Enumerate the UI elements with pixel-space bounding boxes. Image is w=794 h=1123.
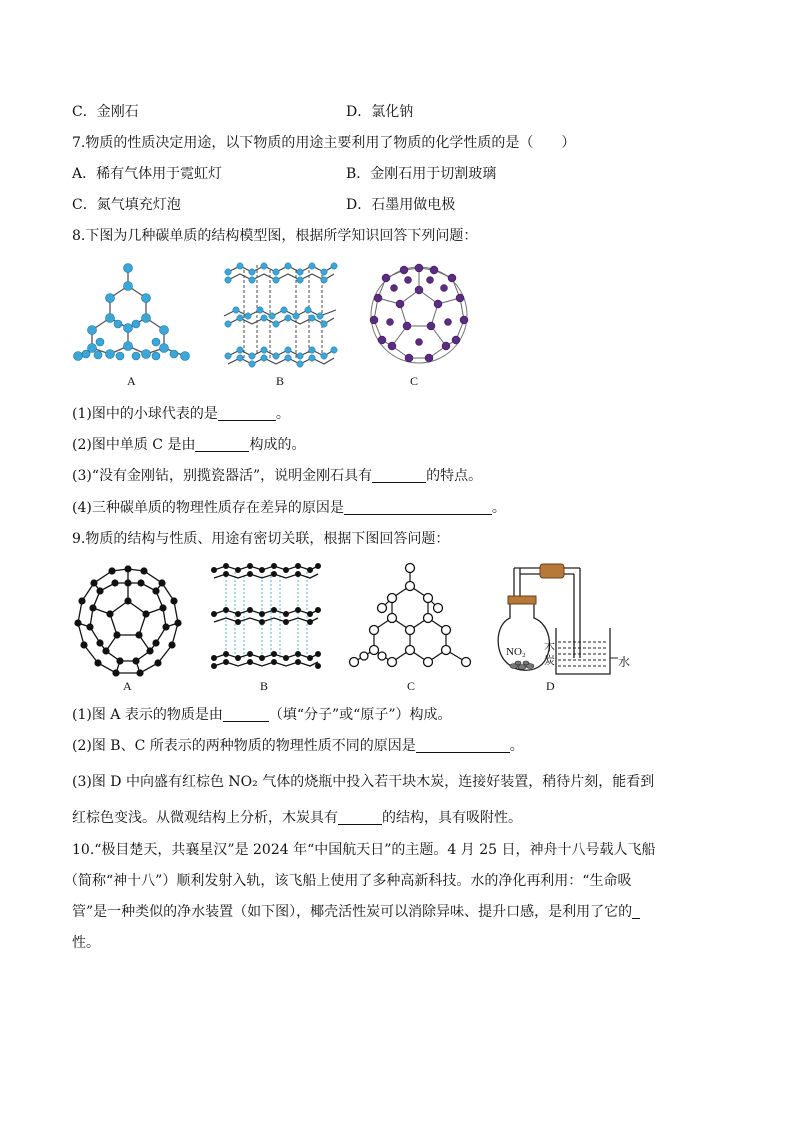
q8-label-a: A [127, 374, 136, 388]
q7-stem: 7.物质的性质决定用途，以下物质的用途主要利用了物质的化学性质的是（ ） [72, 135, 576, 151]
q9-label-d: D [546, 679, 555, 693]
q10-blank[interactable] [632, 904, 640, 919]
q9-fullerene-model [70, 563, 186, 679]
q6-option-c: C．金刚石 [72, 104, 139, 120]
q8-part-4: (4)三种碳单质的物理性质存在差异的原因是 。 [72, 500, 506, 516]
q8-blank-1[interactable] [218, 406, 276, 421]
q8-blank-3[interactable] [372, 468, 426, 483]
q9-apparatus [492, 558, 632, 678]
q10-line-2: （简称“神十八”）顺利发射入轨，该飞船上使用了多种高新科技。水的净化再利用：“生命吸 [64, 873, 632, 889]
q10-line-4: 性。 [72, 935, 100, 951]
q9-blank-2[interactable] [416, 738, 510, 753]
q9-blank-3[interactable] [338, 810, 382, 825]
q9-diamond-model [346, 560, 476, 674]
q8-part-3: (3)“没有金刚钻，别揽瓷器活”，说明金刚石具有 的特点。 [72, 468, 483, 484]
q7-option-c: C．氮气填充灯泡 [72, 197, 181, 213]
q9-no2-label: NO₂ [506, 646, 526, 658]
q8-c60-model [364, 260, 474, 370]
q9-label-b: B [260, 679, 269, 693]
q8-label-c: C [410, 374, 419, 388]
q8-diamond-model [70, 258, 195, 368]
q10-line-1: 10.“极目楚天，共襄星汉”是 2024 年“中国航天日”的主题。4 月 25 日，神舟十八号载人飞船 [72, 842, 656, 858]
q8-part-1: (1)图中的小球代表的是 。 [72, 406, 290, 422]
q9-part-2: (2)图 B、C 所表示的两种物质的物理性质不同的原因是 。 [72, 738, 524, 754]
q9-water-label: 水 [618, 655, 631, 669]
q8-label-b: B [276, 374, 285, 388]
q8-blank-4[interactable] [344, 500, 492, 515]
q8-stem: 8.下图为几种碳单质的结构模型图，根据所学知识回答下列问题： [72, 228, 478, 244]
q9-charcoal-label: 木 炭 [544, 641, 555, 667]
q9-part-3-cont: 红棕色变浅。从微观结构上分析，木炭具有 的结构，具有吸附性。 [72, 810, 522, 826]
q7-option-a: A．稀有气体用于霓虹灯 [72, 166, 223, 182]
q9-label-c: C [407, 679, 416, 693]
q9-part-1: (1)图 A 表示的物质是由 （填“分子”或“原子”）构成。 [72, 707, 452, 723]
q8-part-2: (2)图中单质 C 是由 构成的。 [72, 437, 306, 453]
q8-blank-2[interactable] [195, 437, 249, 452]
q9-graphite-model [210, 562, 322, 672]
q8-graphite-model [222, 260, 340, 370]
q10-line-3: 管”是一种类似的净水装置（如下图），椰壳活性炭可以消除异味、提升口感，是利用了它的 [72, 902, 640, 922]
q7-option-d: D．石墨用做电极 [346, 197, 456, 213]
q9-label-a: A [123, 679, 132, 693]
q9-blank-1[interactable] [223, 707, 269, 722]
q6-option-d: D．氯化钠 [346, 104, 414, 120]
q7-option-b: B．金刚石用于切割玻璃 [346, 166, 497, 182]
q9-part-3: (3)图 D 中向盛有红棕色 NO₂ 气体的烧瓶中投入若干块木炭，连接好装置，稍待片刻，能看到 [72, 774, 655, 790]
q9-stem: 9.物质的结构与性质、用途有密切关联，根据下图回答问题： [72, 531, 450, 547]
